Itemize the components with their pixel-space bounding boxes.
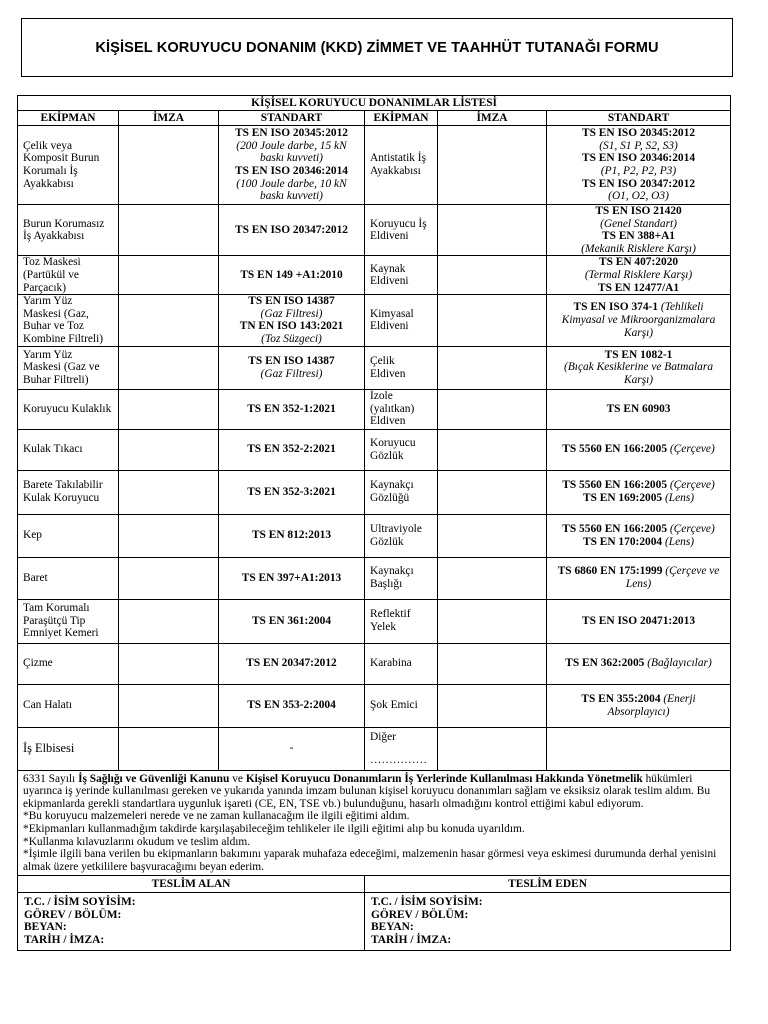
column-headers bbox=[18, 111, 731, 126]
standard-cell bbox=[219, 470, 365, 514]
equipment-name bbox=[18, 514, 119, 557]
standard-line bbox=[224, 178, 359, 203]
equipment-name bbox=[365, 470, 438, 514]
standard-code: TS EN 407:2020 bbox=[598, 256, 679, 269]
standard-line bbox=[224, 308, 359, 321]
signature-field-label: GÖREV / BÖLÜM: bbox=[371, 908, 469, 921]
standard-note: (Çerçeve) bbox=[667, 522, 715, 535]
equipment-label: Antistatik İş Ayakkabısı bbox=[370, 152, 427, 177]
signature-cell[interactable] bbox=[438, 514, 547, 557]
equipment-label: Burun Korumasız İş Ayakkabısı bbox=[23, 217, 105, 243]
header-equipment-right: EKİPMAN bbox=[365, 111, 438, 126]
equipment-label: Tam Korumalı Paraşütçü Tip Emniyet Kemeri bbox=[23, 602, 99, 640]
table-row bbox=[18, 346, 731, 389]
standard-cell bbox=[547, 126, 731, 205]
standard-line bbox=[224, 269, 359, 282]
standard-line bbox=[224, 333, 359, 346]
equipment-name bbox=[18, 470, 119, 514]
standard-line bbox=[552, 693, 725, 718]
signature-cell[interactable] bbox=[119, 295, 219, 346]
standard-cell bbox=[547, 557, 731, 599]
standard-line bbox=[552, 269, 725, 282]
signature-field-label: T.C. / İSİM SOYİSİM: bbox=[24, 896, 136, 909]
equipment-name bbox=[365, 514, 438, 557]
equipment-name bbox=[365, 727, 438, 770]
standard-code: TS EN 149 +A1:2010 bbox=[240, 268, 343, 281]
standard-code: TS EN 60903 bbox=[606, 402, 671, 415]
standard-line bbox=[552, 127, 725, 140]
other-blank: …………… bbox=[370, 753, 427, 766]
standard-cell bbox=[547, 727, 731, 770]
standard-note: (Gaz Filtresi) bbox=[260, 367, 323, 380]
standard-line bbox=[224, 657, 359, 670]
signature-cell[interactable] bbox=[438, 256, 547, 295]
standard-code: TS EN ISO 21420 bbox=[595, 205, 682, 217]
standard-line bbox=[552, 165, 725, 178]
standard-line bbox=[552, 190, 725, 203]
standard-cell bbox=[547, 684, 731, 727]
table-row bbox=[18, 599, 731, 643]
table-row bbox=[18, 126, 731, 205]
standard-line bbox=[552, 536, 725, 549]
standard-code: TS EN 20347:2012 bbox=[246, 657, 337, 670]
table-row bbox=[18, 205, 731, 256]
equipment-label: İş Elbisesi bbox=[23, 741, 75, 756]
equipment-name bbox=[18, 389, 119, 429]
signature-cell[interactable] bbox=[119, 514, 219, 557]
standard-cell bbox=[219, 256, 365, 295]
standard-code: TS EN ISO 20347:2012 bbox=[582, 177, 696, 190]
table-row bbox=[18, 470, 731, 514]
equipment-label: Karabina bbox=[370, 657, 412, 670]
standard-code: TS EN 352-1:2021 bbox=[247, 402, 336, 415]
declaration-part: hükümleri uyarınca iş yerinde kullanılması gereken ve yukarıda yanında imzam bulunan kişisel koruyucu donanımları sağlam ve eksiksiz olarak teslim aldım. Bu ekipmanlarda gerekli standartlara uygunluk işareti (CE, EN, TSE vb.) bulunduğunu, hasarlı olmadığını kontrol ettiğimi kabul ediyorum. bbox=[23, 772, 711, 810]
standard-line bbox=[552, 492, 725, 505]
equipment-label: Kep bbox=[23, 529, 42, 542]
standard-code: TS EN 353-2:2004 bbox=[247, 699, 336, 712]
standard-note: (Termal Risklere Karşı) bbox=[584, 268, 693, 281]
declaration-part: ve bbox=[229, 772, 246, 785]
signature-field-label: BEYAN: bbox=[24, 921, 67, 934]
equipment-name bbox=[18, 727, 119, 770]
standard-cell bbox=[547, 346, 731, 389]
standard-code: TS EN ISO 20345:2012 bbox=[235, 127, 348, 140]
header-equipment-left: EKİPMAN bbox=[18, 111, 119, 126]
equipment-name bbox=[18, 126, 119, 205]
standard-note: (S1, S1 P, S2, S3) bbox=[599, 139, 678, 152]
equipment-label: Baret bbox=[23, 571, 48, 584]
standard-line bbox=[552, 615, 725, 628]
declaration-item: *Kullanma kılavuzlarını okudum ve teslim aldım. bbox=[23, 835, 251, 848]
standard-cell bbox=[547, 256, 731, 295]
equipment-label: Yarım Yüz Maskesi (Gaz, Buhar ve Toz Kombine Filtreli) bbox=[23, 295, 104, 345]
table-row bbox=[18, 256, 731, 295]
standard-note: (Tehlikeli Kimyasal ve Mikroorganizmalara Karşı) bbox=[561, 301, 716, 339]
standard-line bbox=[552, 403, 725, 416]
standard-code: TS EN 361:2004 bbox=[251, 614, 332, 627]
declaration-part: 6331 Sayılı bbox=[23, 772, 79, 785]
form-title: KİŞİSEL KORUYUCU DONANIM (KKD) ZİMMET VE TAAHHÜT TUTANAĞI FORMU bbox=[95, 39, 659, 56]
declaration-item: *Ekipmanları kullanmadığım takdirde karşılaşabileceğim tehlikeler ile ilgili eğitimi alıp bu konuda uyarıldım. bbox=[23, 822, 525, 835]
standard-line bbox=[224, 403, 359, 416]
signature-cell[interactable] bbox=[438, 599, 547, 643]
declaration-part: Kişisel Koruyucu Donanımların İş Yerlerinde Kullanılması Hakkında Yönetmelik bbox=[245, 772, 643, 785]
receiver-signature-block[interactable] bbox=[18, 893, 365, 950]
standard-line bbox=[224, 320, 359, 333]
table-row bbox=[18, 429, 731, 470]
signature-cell[interactable] bbox=[438, 126, 547, 205]
table-row bbox=[18, 727, 731, 770]
standard-code: TS EN ISO 20346:2014 bbox=[582, 152, 696, 165]
standard-code: - bbox=[289, 742, 294, 755]
signature-cell[interactable] bbox=[119, 429, 219, 470]
standard-line bbox=[224, 443, 359, 456]
standard-code: TS 5560 EN 166:2005 bbox=[562, 479, 668, 492]
signature-cell[interactable] bbox=[438, 684, 547, 727]
standard-code: TN EN ISO 143:2021 bbox=[239, 320, 344, 333]
equipment-name bbox=[18, 599, 119, 643]
declaration-row bbox=[18, 770, 731, 876]
standard-line bbox=[224, 127, 359, 140]
standard-line bbox=[224, 572, 359, 585]
signature-cell[interactable] bbox=[438, 557, 547, 599]
standard-note: (Lens) bbox=[662, 535, 695, 548]
standard-line bbox=[224, 295, 359, 308]
standard-code: TS EN ISO 20347:2012 bbox=[235, 223, 348, 236]
standard-line bbox=[552, 657, 725, 670]
table-row bbox=[18, 643, 731, 684]
standard-code: TS EN 397+A1:2013 bbox=[241, 571, 342, 584]
standard-note: (Çerçeve ve Lens) bbox=[625, 565, 720, 591]
standard-code: TS EN 352-3:2021 bbox=[247, 485, 336, 498]
standard-line bbox=[552, 140, 725, 153]
equipment-label: Diğer bbox=[370, 730, 396, 743]
standard-line bbox=[552, 349, 725, 362]
signature-cell[interactable] bbox=[119, 643, 219, 684]
standard-code: TS EN 362:2005 bbox=[565, 657, 645, 670]
standard-line bbox=[224, 368, 359, 381]
standard-line bbox=[224, 742, 359, 755]
equipment-name bbox=[365, 429, 438, 470]
standard-line bbox=[552, 523, 725, 536]
giver-signature-block[interactable] bbox=[365, 893, 731, 950]
equipment-label: İzole (yalıtkan) Eldiven bbox=[370, 390, 415, 428]
standard-line bbox=[552, 178, 725, 191]
standard-line bbox=[224, 615, 359, 628]
equipment-name bbox=[365, 256, 438, 295]
standard-note: (Gaz Filtresi) bbox=[260, 307, 323, 320]
standard-note: (Çerçeve) bbox=[667, 479, 715, 492]
equipment-label: Reflektif Yelek bbox=[370, 608, 411, 634]
equipment-label: Şok Emici bbox=[370, 699, 418, 712]
standard-note: (O1, O2, O3) bbox=[608, 190, 669, 203]
declaration-text bbox=[18, 770, 731, 876]
standard-code: TS 6860 EN 175:1999 bbox=[557, 565, 663, 578]
signature-cell[interactable] bbox=[119, 126, 219, 205]
standard-code: TS EN 12477/A1 bbox=[598, 281, 680, 294]
standard-line bbox=[224, 699, 359, 712]
standard-line bbox=[552, 230, 725, 243]
signature-header-row bbox=[18, 876, 731, 893]
standard-line bbox=[224, 486, 359, 499]
standard-code: TS EN 388+A1 bbox=[602, 230, 675, 243]
standard-note: (Genel Standart) bbox=[600, 217, 677, 230]
receiver-title: TESLİM ALAN bbox=[18, 876, 365, 893]
standard-cell bbox=[547, 205, 731, 256]
signature-cell[interactable] bbox=[119, 727, 219, 770]
standard-cell bbox=[547, 429, 731, 470]
standard-line bbox=[552, 361, 725, 386]
standard-code: TS EN ISO 20345:2012 bbox=[582, 127, 696, 140]
signature-cell[interactable] bbox=[119, 684, 219, 727]
standard-cell bbox=[547, 599, 731, 643]
equipment-name bbox=[18, 429, 119, 470]
declaration-part: İş Sağlığı ve Güvenliği Kanunu bbox=[78, 772, 230, 785]
equipment-label: Barete Takılabilir Kulak Koruyucu bbox=[23, 479, 103, 505]
standard-code: TS EN 355:2004 bbox=[581, 692, 661, 705]
standard-line bbox=[552, 205, 725, 218]
standard-cell bbox=[219, 599, 365, 643]
equipment-name bbox=[365, 684, 438, 727]
standard-line bbox=[552, 218, 725, 231]
giver-title: TESLİM EDEN bbox=[365, 876, 731, 893]
signature-cell[interactable] bbox=[119, 470, 219, 514]
equipment-label: Kaynakçı Gözlüğü bbox=[370, 479, 414, 505]
signature-cell[interactable] bbox=[119, 599, 219, 643]
equipment-name bbox=[18, 557, 119, 599]
signature-cell[interactable] bbox=[119, 389, 219, 429]
signature-cell[interactable] bbox=[119, 205, 219, 256]
header-standard-left: STANDART bbox=[219, 111, 365, 126]
standard-line bbox=[552, 479, 725, 492]
signature-cell[interactable] bbox=[119, 256, 219, 295]
standard-cell bbox=[219, 684, 365, 727]
equipment-name bbox=[365, 389, 438, 429]
standard-code: TS EN 170:2004 bbox=[582, 535, 663, 548]
equipment-name bbox=[365, 346, 438, 389]
standard-code: TS 5560 EN 166:2005 bbox=[562, 522, 668, 535]
equipment-name bbox=[18, 684, 119, 727]
header-standard-right: STANDART bbox=[547, 111, 731, 126]
equipment-label: Kaynak Eldiveni bbox=[370, 262, 409, 288]
equipment-label: Toz Maskesi (Partükül ve Parçacık) bbox=[23, 256, 81, 294]
table-row bbox=[18, 514, 731, 557]
standard-note: (Bıçak Kesiklerine ve Batmalara Karşı) bbox=[564, 361, 714, 386]
standard-code: TS EN 352-2:2021 bbox=[247, 443, 336, 456]
equipment-name bbox=[18, 643, 119, 684]
standard-note: (Çerçeve) bbox=[667, 443, 715, 456]
standard-cell bbox=[219, 514, 365, 557]
header-signature-left: İMZA bbox=[119, 111, 219, 126]
equipment-label: Yarım Yüz Maskesi (Gaz ve Buhar Filtreli) bbox=[23, 348, 100, 386]
equipment-name bbox=[365, 599, 438, 643]
ppe-table bbox=[17, 95, 731, 951]
signature-field-label: BEYAN: bbox=[371, 921, 414, 934]
table-row bbox=[18, 684, 731, 727]
standard-note: (Bağlayıcılar) bbox=[644, 657, 712, 670]
equipment-label: Çizme bbox=[23, 657, 53, 670]
equipment-name bbox=[18, 205, 119, 256]
table-row bbox=[18, 389, 731, 429]
standard-cell bbox=[547, 389, 731, 429]
equipment-label: Can Halatı bbox=[23, 699, 73, 712]
standard-cell bbox=[219, 346, 365, 389]
standard-code: TS EN ISO 14387 bbox=[248, 295, 335, 308]
standard-line bbox=[224, 355, 359, 368]
standard-cell bbox=[219, 429, 365, 470]
standard-cell bbox=[219, 295, 365, 346]
equipment-name bbox=[365, 205, 438, 256]
declaration-item: *İşimle ilgili bana verilen bu ekipmanların bakımını yaparak muhafaza edeceğimi, malzemenin hasar görmesi veya eskimesi durumunda derhal yenisini almak üzere yetkililere başvuracağımı beyan ederim. bbox=[23, 848, 717, 873]
equipment-label: Koruyucu Gözlük bbox=[370, 436, 416, 462]
equipment-label: Ultraviyole Gözlük bbox=[370, 522, 422, 548]
standard-line bbox=[552, 243, 725, 256]
standard-code: TS EN ISO 374-1 bbox=[573, 301, 659, 314]
standard-line bbox=[552, 152, 725, 165]
signature-field-label: TARİH / İMZA: bbox=[371, 934, 452, 947]
standard-line bbox=[552, 282, 725, 295]
equipment-label: Koruyucu Kulaklık bbox=[23, 402, 112, 415]
signature-cell[interactable] bbox=[438, 346, 547, 389]
signature-fields-row bbox=[18, 893, 731, 950]
standard-note: (Mekanik Risklere Karşı) bbox=[581, 242, 696, 255]
standard-cell bbox=[219, 389, 365, 429]
header-signature-right: İMZA bbox=[438, 111, 547, 126]
table-row bbox=[18, 295, 731, 346]
standard-cell bbox=[547, 295, 731, 346]
signature-field-label: T.C. / İSİM SOYİSİM: bbox=[371, 896, 483, 909]
signature-cell[interactable] bbox=[438, 727, 547, 770]
equipment-name bbox=[18, 295, 119, 346]
equipment-name bbox=[18, 346, 119, 389]
table-row bbox=[18, 557, 731, 599]
standard-code: TS EN 812:2013 bbox=[251, 529, 332, 542]
standard-line bbox=[552, 443, 725, 456]
standard-line bbox=[224, 140, 359, 165]
standard-note: (P1, P2, P2, P3) bbox=[600, 165, 677, 177]
signature-cell[interactable] bbox=[438, 205, 547, 256]
standard-cell bbox=[219, 126, 365, 205]
standard-code: TS EN ISO 20346:2014 bbox=[235, 165, 348, 177]
standard-line bbox=[224, 165, 359, 178]
list-title: KİŞİSEL KORUYUCU DONANIMLAR LİSTESİ bbox=[18, 96, 731, 111]
equipment-label: Kimyasal Eldiveni bbox=[370, 307, 414, 333]
equipment-label: Kulak Tıkacı bbox=[23, 443, 83, 456]
standard-line bbox=[224, 224, 359, 237]
standard-note: (Lens) bbox=[662, 492, 695, 505]
standard-cell bbox=[219, 557, 365, 599]
standard-line bbox=[224, 529, 359, 542]
standard-line bbox=[552, 301, 725, 339]
standard-note: (Enerji Absorplayıcı) bbox=[607, 692, 696, 718]
standard-cell bbox=[547, 514, 731, 557]
standard-note: (Toz Süzgeci) bbox=[261, 332, 322, 345]
standard-cell bbox=[547, 470, 731, 514]
standard-code: TS EN 1082-1 bbox=[604, 348, 673, 361]
equipment-name bbox=[365, 126, 438, 205]
signature-cell[interactable] bbox=[119, 557, 219, 599]
standard-code: TS EN ISO 14387 bbox=[248, 354, 335, 367]
standard-cell bbox=[219, 727, 365, 770]
standard-note: (200 Joule darbe, 15 kN baskı kuvveti) bbox=[236, 139, 347, 165]
signature-cell[interactable] bbox=[438, 389, 547, 429]
signature-cell[interactable] bbox=[119, 346, 219, 389]
standard-cell bbox=[547, 643, 731, 684]
standard-code: TS EN 169:2005 bbox=[582, 492, 663, 505]
standard-line bbox=[552, 256, 725, 269]
equipment-label: Çelik Eldiven bbox=[370, 354, 406, 380]
signature-cell[interactable] bbox=[438, 429, 547, 470]
signature-cell[interactable] bbox=[438, 295, 547, 346]
equipment-label: Kaynakçı Başlığı bbox=[370, 565, 414, 591]
standard-cell bbox=[219, 205, 365, 256]
equipment-name bbox=[365, 643, 438, 684]
standard-code: TS 5560 EN 166:2005 bbox=[562, 443, 668, 456]
standard-note: (100 Joule darbe, 10 kN baskı kuvveti) bbox=[236, 177, 347, 203]
signature-field-label: GÖREV / BÖLÜM: bbox=[24, 908, 122, 921]
signature-cell[interactable] bbox=[438, 470, 547, 514]
equipment-label: Koruyucu İş Eldiveni bbox=[370, 217, 427, 243]
standard-code: TS EN ISO 20471:2013 bbox=[582, 614, 696, 627]
standard-cell bbox=[219, 643, 365, 684]
standard-line bbox=[552, 565, 725, 590]
equipment-name bbox=[18, 256, 119, 295]
signature-cell[interactable] bbox=[438, 643, 547, 684]
equipment-name bbox=[365, 557, 438, 599]
equipment-label: Çelik veya Komposit Burun Korumalı İş Ayakkabısı bbox=[23, 139, 100, 190]
form-title-box bbox=[21, 18, 733, 77]
signature-field-label: TARİH / İMZA: bbox=[24, 934, 105, 947]
equipment-name bbox=[365, 295, 438, 346]
declaration-item: *Bu koruyucu malzemeleri nerede ve ne zaman kullanacağım ile ilgili eğitimi aldım. bbox=[23, 810, 410, 823]
